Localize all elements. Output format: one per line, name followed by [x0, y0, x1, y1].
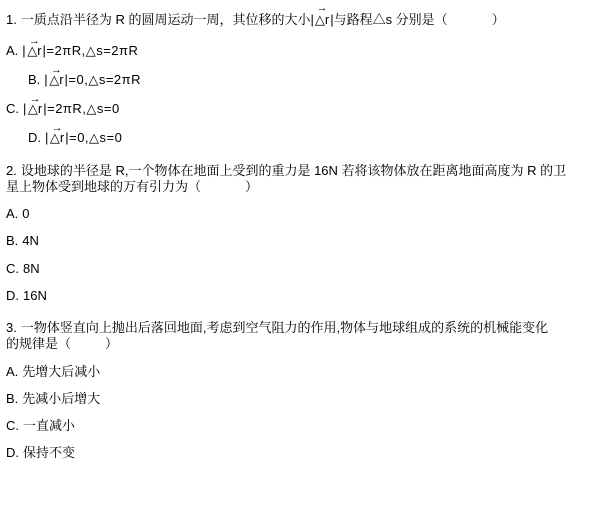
question-1-stem-pre: 一质点沿半径为 R 的圆周运动一周，其位移的大小| [20, 12, 314, 27]
arrow-icon: → [50, 63, 62, 76]
question-1-option-a[interactable] [6, 34, 604, 59]
question-1-option-b[interactable] [28, 63, 604, 88]
option-b-label: B. [6, 390, 19, 406]
question-3-stem-text-2: 的规律是（ [6, 336, 72, 352]
r-symbol: r [37, 42, 42, 58]
question-3-option-a[interactable] [6, 364, 604, 380]
question-1-stem-post: |与路程△s 分别是（ [330, 12, 448, 27]
option-c-label: C. [6, 418, 19, 433]
question-2-option-b[interactable] [6, 233, 604, 249]
question-3-option-c[interactable] [6, 418, 604, 434]
question-3-stem-end: ） [105, 336, 119, 352]
option-d-label: D. [6, 445, 19, 461]
option-d-text: 16N [23, 287, 47, 303]
option-d-pre: | [45, 130, 49, 146]
question-1-number: 1. [6, 12, 17, 27]
option-d-label: D. [28, 130, 41, 146]
delta-symbol: △ [314, 12, 325, 27]
option-b-text: 先减小后增大 [22, 390, 101, 406]
option-d-label: D. [6, 287, 19, 303]
question-2-option-a[interactable] [6, 206, 604, 222]
question-3-option-d[interactable] [6, 445, 604, 461]
delta-symbol: △ [49, 71, 60, 87]
arrow-icon: → [51, 122, 63, 135]
question-2-option-d[interactable] [6, 288, 604, 304]
question-2-option-c[interactable] [6, 261, 604, 277]
option-c-text: 8N [23, 260, 40, 276]
question-2 [0, 163, 604, 305]
question-3-stem [6, 320, 590, 353]
option-c-label: C. [6, 101, 19, 116]
question-2-stem [6, 163, 590, 196]
question-1-stem [6, 2, 596, 30]
question-3-number: 3. [6, 320, 17, 335]
option-d-post: |=0,△s=0 [65, 130, 123, 146]
question-1 [0, 2, 604, 147]
question-3-stem-line-2 [6, 336, 590, 352]
option-a-pre: | [22, 42, 27, 58]
arrow-icon: → [29, 93, 41, 105]
question-2-number: 2. [6, 162, 17, 178]
question-2-stem-text-1: 设地球的半径是 R,一个物体在地面上受到的重力是 16N 若将该物体放在距离地面高度为 R 的卫 [20, 162, 567, 178]
option-d-text: 保持不变 [23, 445, 76, 461]
arrow-icon: → [28, 34, 40, 47]
question-1-option-d[interactable] [28, 122, 604, 146]
option-a-label: A. [6, 363, 19, 379]
question-2-stem-line-1 [6, 163, 590, 179]
question-3 [0, 320, 604, 462]
option-c-text: 一直减小 [23, 418, 76, 433]
option-c-post: |=2πR,△s=0 [43, 101, 120, 116]
r-symbol: r [324, 12, 330, 27]
arrow-icon: → [316, 2, 328, 14]
delta-symbol: △ [27, 101, 38, 116]
vector-delta-r [26, 34, 42, 59]
vector-delta-r [49, 122, 65, 146]
question-3-option-b[interactable] [6, 391, 604, 407]
question-1-option-c[interactable] [6, 93, 604, 117]
option-a-text: 0 [22, 206, 30, 221]
question-2-stem-text-2: 星上物体受到地球的万有引力为（ [6, 178, 202, 194]
delta-symbol: △ [27, 42, 38, 58]
option-c-pre: | [23, 101, 27, 116]
option-b-text: 4N [22, 233, 39, 249]
option-b-pre: | [44, 71, 49, 87]
vector-delta-r [27, 93, 43, 117]
option-c-label: C. [6, 260, 19, 276]
question-2-stem-line-2 [6, 179, 590, 195]
delta-symbol: △ [49, 130, 60, 146]
option-a-text: 先增大后减小 [22, 363, 101, 379]
vector-delta-r [48, 63, 64, 88]
option-b-label: B. [28, 71, 41, 87]
question-3-stem-text-1: 一物体竖直向上抛出后落回地面,考虑到空气阻力的作用,物体与地球组成的系统的机械能变化 [20, 320, 549, 335]
option-a-label: A. [6, 206, 19, 221]
vector-delta-r [314, 2, 330, 30]
r-symbol: r [37, 101, 43, 116]
question-2-stem-end: ） [245, 178, 259, 194]
r-symbol: r [59, 71, 64, 87]
question-1-stem-end: ） [491, 12, 505, 27]
option-b-post: |=0,△s=2πR [64, 71, 142, 87]
exam-paper-page [0, 2, 604, 524]
r-symbol: r [59, 130, 65, 146]
option-b-label: B. [6, 233, 19, 249]
option-a-label: A. [6, 42, 19, 58]
question-3-stem-line-1 [6, 320, 590, 336]
option-a-post: |=2πR,△s=2πR [42, 42, 139, 58]
